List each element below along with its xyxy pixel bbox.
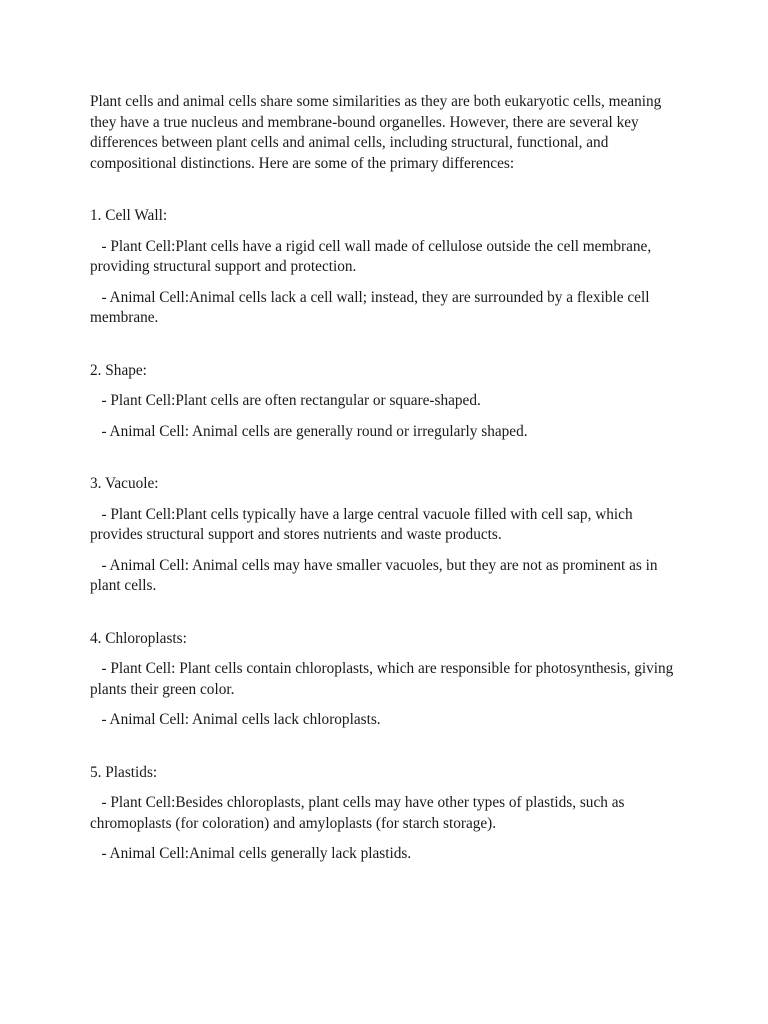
animal-cell-item: - Animal Cell:Animal cells generally lack plastids. bbox=[101, 845, 412, 862]
section-chloroplasts bbox=[90, 629, 680, 731]
section-heading: 2. Shape: bbox=[90, 361, 147, 379]
plant-cell-item: - Plant Cell:Besides chloroplasts, plant cells may have other types of plastids, such as chromoplasts (for coloration) and amyloplasts (for starch storage). bbox=[90, 794, 625, 832]
section-cell-wall bbox=[90, 206, 680, 329]
plant-cell-item: - Plant Cell:Plant cells have a rigid cell wall made of cellulose outside the cell membrane, providing structural support and protection. bbox=[90, 237, 652, 275]
document-page bbox=[90, 92, 680, 865]
plant-cell-item: - Plant Cell:Plant cells typically have a large central vacuole filled with cell sap, which provides structural support and stores nutrients and waste products. bbox=[90, 505, 633, 543]
section-vacuole bbox=[90, 474, 680, 597]
animal-cell-item: - Animal Cell: Animal cells may have smaller vacuoles, but they are not as prominent as in plant cells. bbox=[90, 556, 658, 594]
section-heading: 4. Chloroplasts: bbox=[90, 629, 187, 647]
intro-paragraph: Plant cells and animal cells share some similarities as they are both eukaryotic cells, meaning they have a true nucleus and membrane-bound organelles. However, there are several key differences between plant cells and animal cells, including structural, functional, and compositional distinctions. Here are some of the primary differences: bbox=[90, 93, 662, 172]
animal-cell-item: - Animal Cell:Animal cells lack a cell wall; instead, they are surrounded by a flexible cell membrane. bbox=[90, 288, 650, 326]
section-heading: 1. Cell Wall: bbox=[90, 207, 168, 224]
section-heading: 5. Plastids: bbox=[90, 763, 158, 781]
plant-cell-item: - Plant Cell: Plant cells contain chloroplasts, which are responsible for photosynthesis, giving plants their green color. bbox=[90, 660, 674, 698]
animal-cell-item: - Animal Cell: Animal cells are generally round or irregularly shaped. bbox=[101, 422, 528, 440]
section-shape bbox=[90, 361, 680, 443]
plant-cell-item: - Plant Cell:Plant cells are often rectangular or square-shaped. bbox=[101, 392, 481, 409]
animal-cell-item: - Animal Cell: Animal cells lack chloroplasts. bbox=[101, 711, 381, 728]
section-heading: 3. Vacuole: bbox=[90, 475, 159, 492]
section-plastids bbox=[90, 763, 680, 865]
